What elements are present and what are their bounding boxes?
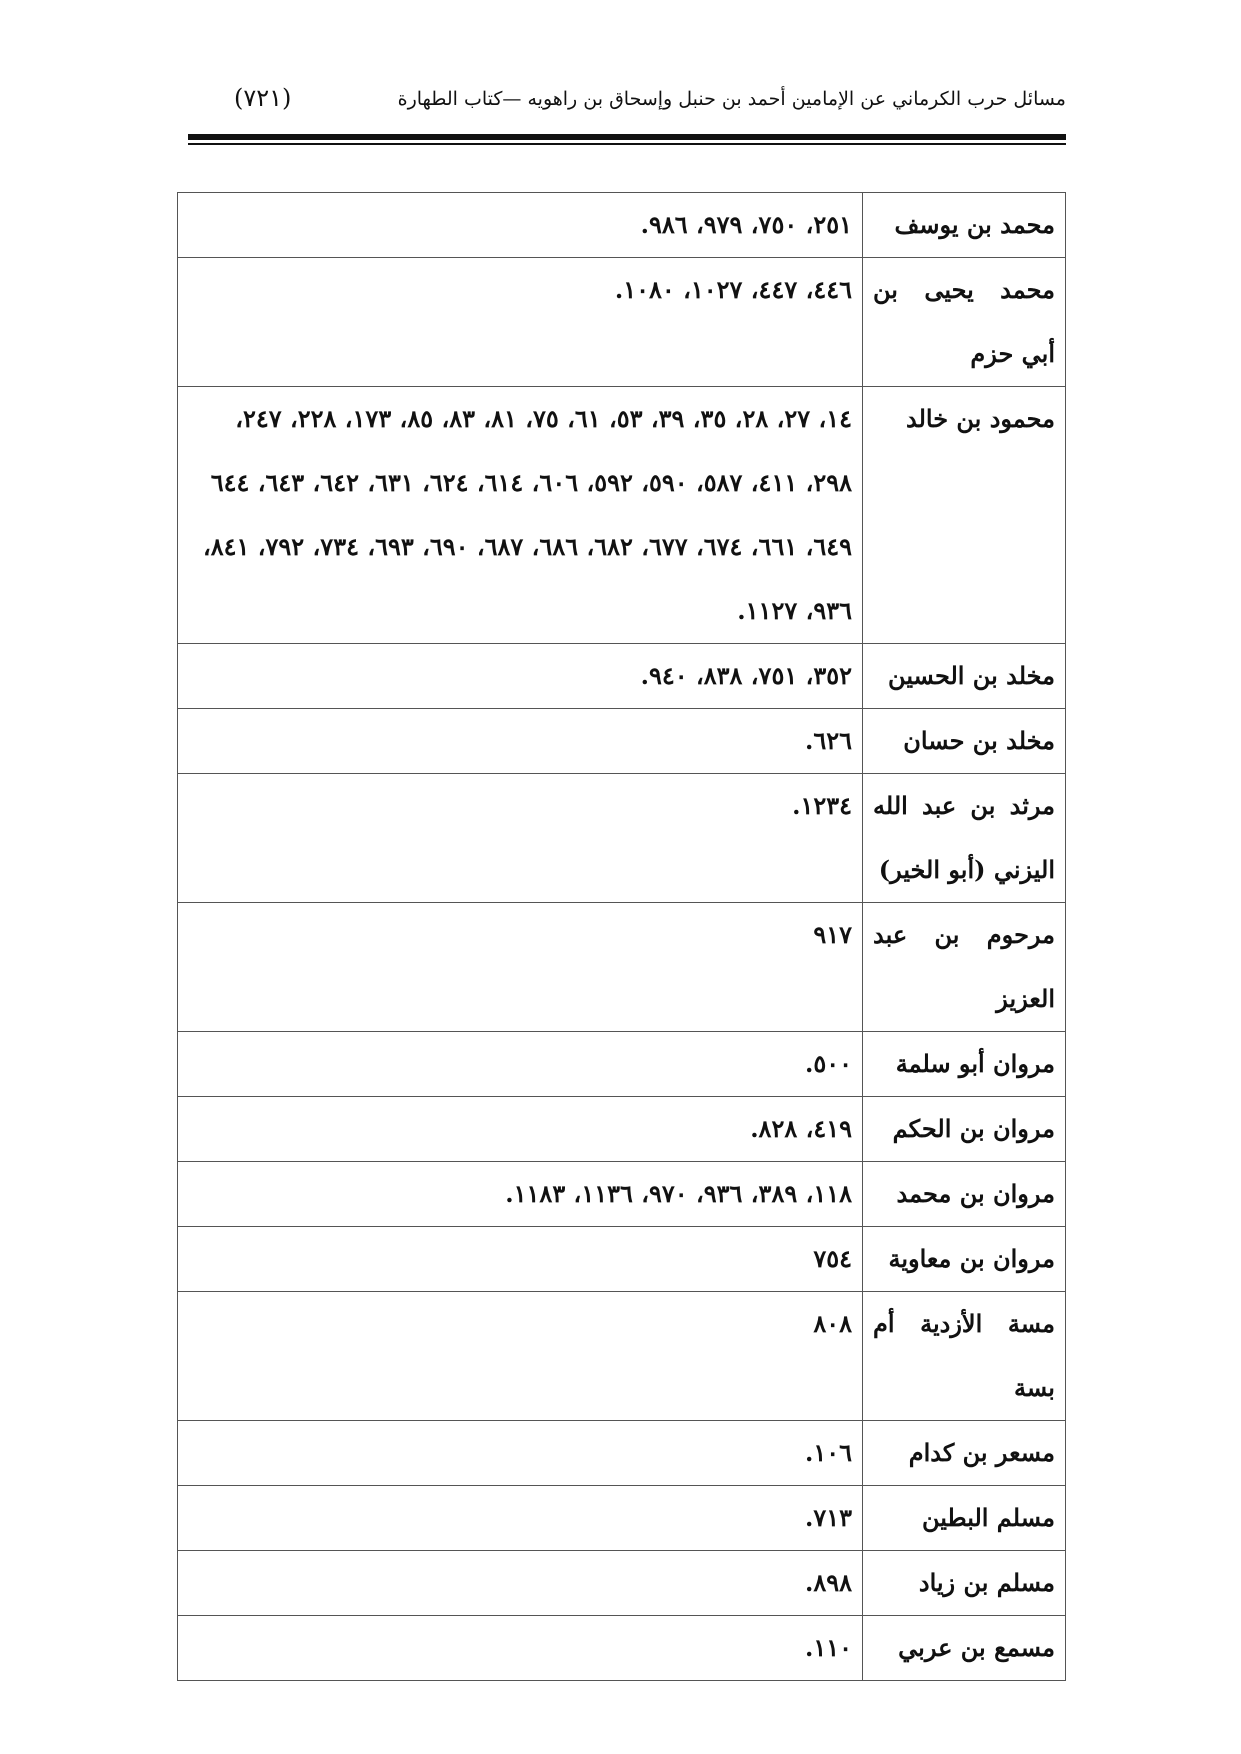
table-row	[178, 644, 1066, 709]
page-references: ١١٠.	[178, 1616, 863, 1681]
table-row	[178, 903, 1066, 1032]
page-references: ١٢٣٤.	[178, 774, 863, 903]
page-references: ٤١٩، ٨٢٨.	[178, 1097, 863, 1162]
index-table	[177, 192, 1066, 1681]
table-row	[178, 1486, 1066, 1551]
narrator-name: مسلم بن زياد	[863, 1551, 1066, 1616]
table-row	[178, 1097, 1066, 1162]
narrator-name: مسلم البطين	[863, 1486, 1066, 1551]
table-row	[178, 1551, 1066, 1616]
page-references: ٧١٣.	[178, 1486, 863, 1551]
narrator-name: مروان بن محمد	[863, 1162, 1066, 1227]
header-rule-thick	[188, 134, 1066, 140]
page-references: ١١٨، ٣٨٩، ٩٣٦، ٩٧٠، ١١٣٦، ١١٨٣.	[178, 1162, 863, 1227]
narrator-name: مسة الأزدية أم بسة	[863, 1292, 1066, 1421]
table-row	[178, 1032, 1066, 1097]
narrator-name: مخلد بن الحسين	[863, 644, 1066, 709]
narrator-name: مسعر بن كدام	[863, 1421, 1066, 1486]
page-references: ٥٠٠.	[178, 1032, 863, 1097]
table-row	[178, 387, 1066, 644]
narrator-name: محمد يحيى بن أبي حزم	[863, 258, 1066, 387]
table-row	[178, 774, 1066, 903]
narrator-name: مروان أبو سلمة	[863, 1032, 1066, 1097]
table-row	[178, 258, 1066, 387]
narrator-name: مسمع بن عربي	[863, 1616, 1066, 1681]
table-row	[178, 1162, 1066, 1227]
page-references: ٨٠٨	[178, 1292, 863, 1421]
page-references: ٨٩٨.	[178, 1551, 863, 1616]
table-row	[178, 709, 1066, 774]
page-references: ١٠٦.	[178, 1421, 863, 1486]
table-row	[178, 1616, 1066, 1681]
page-references: ٦٢٦.	[178, 709, 863, 774]
page-references: ١٤، ٢٧، ٢٨، ٣٥، ٣٩، ٥٣، ٦١، ٧٥، ٨١، ٨٣، ٨٥، ١٧٣، ٢٢٨، ٢٤٧، ٢٩٨، ٤١١، ٥٨٧، ٥٩٠، ٥٩٢، ٦٠٦، ٦١٤، ٦٢٤، ٦٣١، ٦٤٢، ٦٤٣، ٦٤٤ ٦٤٩، ٦٦١، ٦٧٤، ٦٧٧، ٦٨٢، ٦٨٦، ٦٨٧، ٦٩٠، ٦٩٣، ٧٣٤، ٧٩٢، ٨٤١، ٩٣٦، ١١٢٧.	[178, 387, 863, 644]
running-header	[188, 84, 1066, 124]
page-references: ٤٤٦، ٤٤٧، ١٠٢٧، ١٠٨٠.	[178, 258, 863, 387]
table-row	[178, 1421, 1066, 1486]
narrator-name: مرحوم بن عبد العزيز	[863, 903, 1066, 1032]
page-references: ٧٥٤	[178, 1227, 863, 1292]
table-row	[178, 1227, 1066, 1292]
table-row	[178, 193, 1066, 258]
narrator-name: محمود بن خالد	[863, 387, 1066, 644]
page-references: ٣٥٢، ٧٥١، ٨٣٨، ٩٤٠.	[178, 644, 863, 709]
narrator-name: مخلد بن حسان	[863, 709, 1066, 774]
page-references: ٩١٧	[178, 903, 863, 1032]
header-rule-thin	[188, 143, 1066, 145]
narrator-name: محمد بن يوسف	[863, 193, 1066, 258]
table-row	[178, 1292, 1066, 1421]
narrator-name: مرثد بن عبد الله اليزني (أبو الخير)	[863, 774, 1066, 903]
narrator-name: مروان بن معاوية	[863, 1227, 1066, 1292]
book-title: مسائل حرب الكرماني عن الإمامين أحمد بن حنبل وإسحاق بن راهويه —كتاب الطهارة	[397, 88, 1066, 110]
page-number: (٧٢١)	[234, 84, 292, 112]
narrator-name: مروان بن الحكم	[863, 1097, 1066, 1162]
page-references: ٢٥١، ٧٥٠، ٩٧٩، ٩٨٦.	[178, 193, 863, 258]
